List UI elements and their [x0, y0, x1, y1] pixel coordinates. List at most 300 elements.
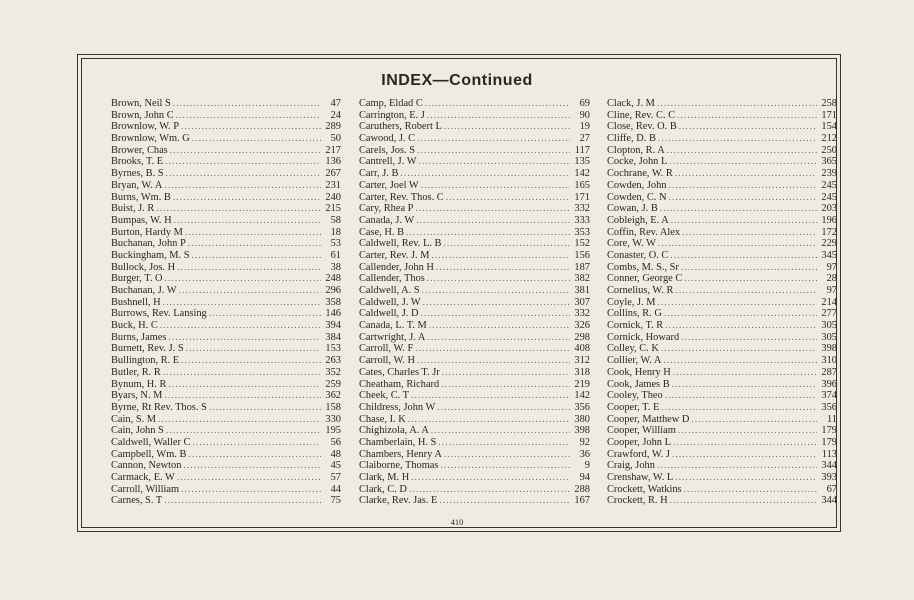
entry-page: 142: [574, 168, 590, 180]
index-entry: [111, 402, 341, 414]
entry-page: 381: [574, 285, 590, 296]
dot-leader: [665, 390, 817, 402]
index-entry: [111, 425, 341, 437]
entry-name: Buchanan, J. W: [111, 285, 177, 296]
entry-page: 153: [325, 343, 341, 355]
entry-page: 47: [330, 98, 341, 109]
index-entry: [607, 367, 837, 379]
index-entry: [359, 192, 590, 204]
index-entry: [111, 449, 341, 461]
entry-name: Burger, T. O: [111, 273, 163, 285]
dot-leader: [166, 425, 321, 437]
entry-name: Combs, M. S., Sr: [607, 261, 679, 273]
dot-leader: [181, 484, 321, 496]
dot-leader: [170, 145, 321, 157]
dot-leader: [670, 250, 817, 262]
entry-name: Bullington, R. E: [111, 355, 180, 367]
dot-leader: [168, 332, 321, 344]
dot-leader: [179, 285, 321, 297]
entry-name: Burton, Hardy M: [111, 226, 183, 238]
entry-page: 393: [821, 472, 837, 483]
entry-name: Byrnes, B. S: [111, 168, 164, 180]
entry-name: Buck, H. C: [111, 320, 158, 332]
entry-name: Cheek, C. T: [359, 390, 410, 402]
entry-page: 152: [574, 238, 590, 250]
entry-page: 154: [821, 121, 837, 133]
entry-name: Clack, J. M: [607, 98, 655, 109]
entry-name: Brower, Chas: [111, 144, 168, 156]
entry-name: Cates, Charles T. Jr: [359, 366, 440, 378]
entry-name: Brownlow, W. P: [111, 121, 180, 133]
entry-page: 356: [574, 401, 590, 413]
entry-name: Caldwell, J. D: [359, 308, 419, 320]
index-entry: [607, 495, 837, 507]
dot-leader: [675, 472, 817, 484]
entry-page: 287: [821, 366, 837, 378]
dot-leader: [675, 285, 817, 297]
index-entry: [359, 355, 590, 367]
index-entry: [607, 145, 837, 157]
dot-leader: [183, 460, 321, 472]
dot-leader: [427, 273, 570, 285]
entry-name: Cline, Rev. C. C: [607, 109, 676, 121]
dot-leader: [431, 425, 570, 437]
entry-name: Cannon, Newton: [111, 460, 182, 472]
index-entry: [359, 203, 590, 215]
entry-page: 53: [330, 238, 341, 250]
dot-leader: [181, 355, 321, 367]
dot-leader: [440, 460, 570, 472]
index-entry: [111, 203, 341, 215]
index-entry: [607, 437, 837, 449]
entry-name: Caldwell, Rev. L. B: [359, 238, 442, 250]
index-title: INDEX—Continued: [381, 72, 533, 89]
entry-name: Brown, John C: [111, 109, 174, 121]
index-entry: [607, 156, 837, 168]
entry-page: 142: [574, 390, 590, 402]
entry-name: Crockett, R. H: [607, 495, 668, 507]
entry-page: 263: [325, 355, 341, 367]
index-entry: [111, 215, 341, 227]
entry-name: Cawood, J. C: [359, 133, 415, 145]
entry-page: 75: [330, 495, 341, 507]
entry-page: 27: [579, 133, 590, 145]
dot-leader: [160, 320, 321, 332]
index-column-1: [111, 98, 341, 507]
entry-page: 231: [325, 179, 341, 191]
dot-leader: [173, 98, 321, 110]
entry-page: 97: [826, 285, 837, 296]
entry-page: 146: [325, 308, 341, 320]
entry-name: Burnett, Rev. J. S: [111, 343, 184, 355]
entry-name: Byrne, Rt Rev. Thos. S: [111, 401, 207, 413]
index-entry: [359, 273, 590, 285]
index-entry: [111, 262, 341, 274]
dot-leader: [665, 320, 817, 332]
index-entry: [111, 168, 341, 180]
dot-leader: [682, 227, 817, 239]
entry-page: 267: [325, 168, 341, 180]
index-entry: [359, 168, 590, 180]
dot-leader: [421, 180, 570, 192]
dot-leader: [444, 449, 570, 461]
index-entry: [607, 472, 837, 484]
index-entry: [111, 238, 341, 250]
dot-leader: [417, 133, 570, 145]
entry-name: Cocke, John L: [607, 156, 668, 168]
entry-page: 326: [574, 320, 590, 332]
index-entry: [607, 379, 837, 391]
index-entry: [607, 460, 837, 472]
entry-page: 195: [325, 425, 341, 437]
entry-name: Cary, Rhea P: [359, 203, 414, 215]
index-entry: [607, 250, 837, 262]
index-entry: [359, 250, 590, 262]
entry-name: Carrington, E. J: [359, 109, 425, 121]
entry-name: Brown, Neil S: [111, 98, 171, 109]
index-entry: [607, 238, 837, 250]
dot-leader: [427, 332, 570, 344]
entry-page: 94: [579, 472, 590, 483]
entry-name: Caruthers, Robert L: [359, 121, 442, 133]
entry-page: 36: [579, 448, 590, 460]
entry-name: Coffin, Rev. Alex: [607, 226, 681, 238]
entry-name: Cooley, Theo: [607, 390, 663, 402]
dot-leader: [406, 227, 570, 239]
dot-leader: [431, 250, 570, 262]
index-entry: [359, 449, 590, 461]
dot-leader: [664, 308, 817, 320]
index-entry: [111, 367, 341, 379]
index-entry: [359, 262, 590, 274]
index-entry: [111, 379, 341, 391]
index-entry: [111, 437, 341, 449]
entry-page: 56: [330, 436, 341, 448]
dot-leader: [446, 192, 570, 204]
index-entry: [359, 121, 590, 133]
entry-name: Carnes, S. T: [111, 495, 163, 507]
entry-name: Claiborne, Thomas: [359, 460, 439, 472]
entry-name: Cartwright, J. A: [359, 331, 426, 343]
dot-leader: [442, 367, 570, 379]
entry-name: Brownlow, Wm. G: [111, 133, 190, 145]
index-entry: [607, 297, 837, 309]
index-entry: [607, 180, 837, 192]
dot-leader: [657, 460, 817, 472]
dot-leader: [411, 472, 570, 484]
dot-leader: [416, 215, 570, 227]
index-entry: [111, 227, 341, 239]
index-entry: [607, 355, 837, 367]
entry-name: Canada, L. T. M: [359, 320, 427, 332]
index-entry: [359, 437, 590, 449]
index-entry: [607, 449, 837, 461]
index-entry: [111, 110, 341, 122]
index-entry: [111, 121, 341, 133]
entry-name: Buist, J. R: [111, 203, 155, 215]
entry-page: 310: [821, 355, 837, 367]
entry-page: 171: [574, 191, 590, 203]
entry-name: Close, Rev. O. B: [607, 121, 677, 133]
entry-page: 92: [579, 436, 590, 448]
dot-leader: [661, 402, 817, 414]
index-entry: [111, 332, 341, 344]
index-entry: [359, 285, 590, 297]
dot-leader: [192, 437, 321, 449]
entry-name: Caldwell, A. S: [359, 285, 420, 296]
entry-name: Cooper, T. E: [607, 401, 660, 413]
dot-leader: [691, 414, 817, 426]
dot-leader: [670, 495, 817, 507]
entry-name: Clopton, R. A: [607, 144, 665, 156]
index-entry: [111, 98, 341, 110]
entry-page: 113: [821, 448, 837, 460]
entry-page: 362: [325, 390, 341, 402]
entry-name: Carmack, E. W: [111, 472, 175, 483]
index-entry: [111, 472, 341, 484]
index-entry: [359, 402, 590, 414]
entry-name: Conaster, O. C: [607, 249, 669, 261]
entry-page: 344: [821, 495, 837, 507]
entry-page: 239: [821, 168, 837, 180]
dot-leader: [188, 238, 321, 250]
index-entry: [607, 203, 837, 215]
dot-leader: [422, 285, 570, 297]
entry-name: Cooper, John L: [607, 436, 671, 448]
entry-name: Core, W. W: [607, 238, 656, 250]
index-entry: [111, 460, 341, 472]
index-entry: [607, 425, 837, 437]
dot-leader: [192, 133, 321, 145]
entry-page: 345: [821, 249, 837, 261]
index-entry: [359, 133, 590, 145]
entry-page: 28: [826, 273, 837, 285]
entry-name: Burns, James: [111, 331, 167, 343]
dot-leader: [684, 484, 817, 496]
entry-name: Cowden, John: [607, 179, 667, 191]
index-entry: [111, 285, 341, 297]
index-entry: [607, 215, 837, 227]
index-entry: [359, 215, 590, 227]
index-entry: [359, 414, 590, 426]
entry-name: Bryan, W. A: [111, 179, 163, 191]
dot-leader: [185, 227, 321, 239]
index-entry: [111, 343, 341, 355]
index-entry: [607, 168, 837, 180]
entry-page: 332: [574, 308, 590, 320]
entry-name: Clarke, Rev. Jas. E: [359, 495, 438, 507]
entry-page: 298: [574, 331, 590, 343]
dot-leader: [661, 343, 817, 355]
entry-name: Carter, Joel W: [359, 179, 419, 191]
entry-page: 90: [579, 109, 590, 121]
dot-leader: [657, 98, 817, 110]
index-entry: [607, 402, 837, 414]
entry-page: 171: [821, 109, 837, 121]
entry-page: 19: [579, 121, 590, 133]
dot-leader: [681, 262, 817, 274]
entry-name: Cain, S. M: [111, 413, 157, 425]
dot-leader: [408, 414, 570, 426]
entry-name: Carter, Rev. Thos. C: [359, 191, 444, 203]
entry-page: 214: [821, 296, 837, 308]
entry-name: Cooper, William: [607, 425, 676, 437]
dot-leader: [163, 297, 321, 309]
entry-name: Bushnell, H: [111, 296, 161, 308]
entry-page: 179: [821, 436, 837, 448]
index-entry: [359, 297, 590, 309]
entry-name: Childress, John W: [359, 401, 436, 413]
entry-name: Caldwell, J. W: [359, 296, 421, 308]
index-entry: [359, 238, 590, 250]
dot-leader: [419, 156, 570, 168]
dot-leader: [209, 402, 321, 414]
entry-page: 312: [574, 355, 590, 367]
index-entry: [359, 390, 590, 402]
dot-leader: [158, 414, 321, 426]
dot-leader: [411, 390, 570, 402]
entry-name: Cantrell, J. W: [359, 156, 417, 168]
index-entry: [111, 297, 341, 309]
dot-leader: [681, 332, 817, 344]
dot-leader: [679, 121, 817, 133]
dot-leader: [427, 110, 570, 122]
entry-page: 382: [574, 273, 590, 285]
dot-leader: [678, 425, 817, 437]
index-entry: [607, 227, 837, 239]
entry-name: Crawford, W. J: [607, 448, 670, 460]
dot-leader: [444, 121, 570, 133]
index-entry: [607, 110, 837, 122]
index-entry: [111, 484, 341, 496]
entry-page: 240: [325, 191, 341, 203]
dot-leader: [164, 180, 321, 192]
dot-leader: [209, 308, 321, 320]
entry-name: Camp, Eldad C: [359, 98, 423, 109]
entry-page: 44: [330, 483, 341, 495]
entry-name: Conner, George C: [607, 273, 683, 285]
dot-leader: [417, 355, 570, 367]
entry-name: Callender, John H: [359, 261, 434, 273]
index-entry: [111, 273, 341, 285]
dot-leader: [443, 238, 570, 250]
entry-page: 288: [574, 483, 590, 495]
index-entry: [359, 332, 590, 344]
dot-leader: [176, 110, 321, 122]
index-entry: [607, 133, 837, 145]
entry-name: Campbell, Wm. B: [111, 448, 187, 460]
entry-page: 179: [821, 425, 837, 437]
entry-name: Buckingham, M. S: [111, 249, 190, 261]
entry-page: 245: [821, 191, 837, 203]
dot-leader: [441, 379, 570, 391]
entry-name: Bynum, H. R: [111, 378, 167, 390]
entry-page: 318: [574, 366, 590, 378]
index-entry: [607, 285, 837, 297]
dot-leader: [166, 168, 321, 180]
index-entry: [359, 308, 590, 320]
entry-page: 408: [574, 343, 590, 355]
index-entry: [111, 355, 341, 367]
entry-name: Cornelius, W. R: [607, 285, 674, 296]
index-entry: [359, 320, 590, 332]
entry-page: 196: [821, 214, 837, 226]
entry-page: 217: [325, 144, 341, 156]
entry-page: 165: [574, 179, 590, 191]
entry-page: 135: [574, 156, 590, 168]
entry-page: 187: [574, 261, 590, 273]
entry-page: 358: [325, 296, 341, 308]
dot-leader: [420, 308, 570, 320]
entry-page: 215: [325, 203, 341, 215]
entry-page: 248: [325, 273, 341, 285]
entry-name: Colley, C. K: [607, 343, 659, 355]
dot-leader: [165, 273, 321, 285]
dot-leader: [400, 168, 570, 180]
index-entry: [111, 145, 341, 157]
dot-leader: [181, 121, 321, 133]
entry-page: 229: [821, 238, 837, 250]
dot-leader: [438, 437, 570, 449]
entry-name: Buchanan, John P: [111, 238, 186, 250]
entry-name: Craig, John: [607, 460, 655, 472]
index-entry: [607, 320, 837, 332]
entry-name: Cobleigh, E. A: [607, 214, 669, 226]
dot-leader: [423, 297, 570, 309]
dot-leader: [684, 273, 817, 285]
index-entry: [359, 110, 590, 122]
dot-leader: [177, 262, 321, 274]
entry-page: 61: [330, 249, 341, 261]
dot-leader: [669, 156, 817, 168]
entry-page: 353: [574, 226, 590, 238]
index-entry: [359, 367, 590, 379]
entry-name: Cook, Henry H: [607, 366, 671, 378]
dot-leader: [672, 379, 817, 391]
dot-leader: [668, 180, 817, 192]
dot-leader: [192, 250, 321, 262]
index-entry: [607, 390, 837, 402]
entry-name: Canada, J. W: [359, 214, 415, 226]
entry-page: 9: [584, 460, 590, 472]
entry-page: 69: [579, 98, 590, 109]
index-entry: [607, 332, 837, 344]
index-entry: [111, 250, 341, 262]
dot-leader: [164, 495, 321, 507]
entry-page: 344: [821, 460, 837, 472]
entry-name: Bullock, Jos. H: [111, 261, 176, 273]
entry-page: 245: [821, 179, 837, 191]
entry-name: Burrows, Rev. Lansing: [111, 308, 207, 320]
entry-name: Cowden, C. N: [607, 191, 667, 203]
dot-leader: [173, 192, 321, 204]
entry-name: Cooper, Matthew D: [607, 413, 690, 425]
entry-page: 330: [325, 413, 341, 425]
entry-name: Cheatham, Richard: [359, 378, 440, 390]
entry-name: Cain, John S: [111, 425, 164, 437]
index-entry: [111, 192, 341, 204]
entry-name: Carr, J. B: [359, 168, 399, 180]
entry-page: 45: [330, 460, 341, 472]
dot-leader: [156, 203, 321, 215]
entry-name: Brooks, T. E: [111, 156, 164, 168]
entry-name: Callender, Thos: [359, 273, 425, 285]
entry-page: 365: [821, 156, 837, 168]
dot-leader: [429, 320, 570, 332]
entry-page: 212: [821, 133, 837, 145]
entry-page: 384: [325, 331, 341, 343]
entry-page: 289: [325, 121, 341, 133]
